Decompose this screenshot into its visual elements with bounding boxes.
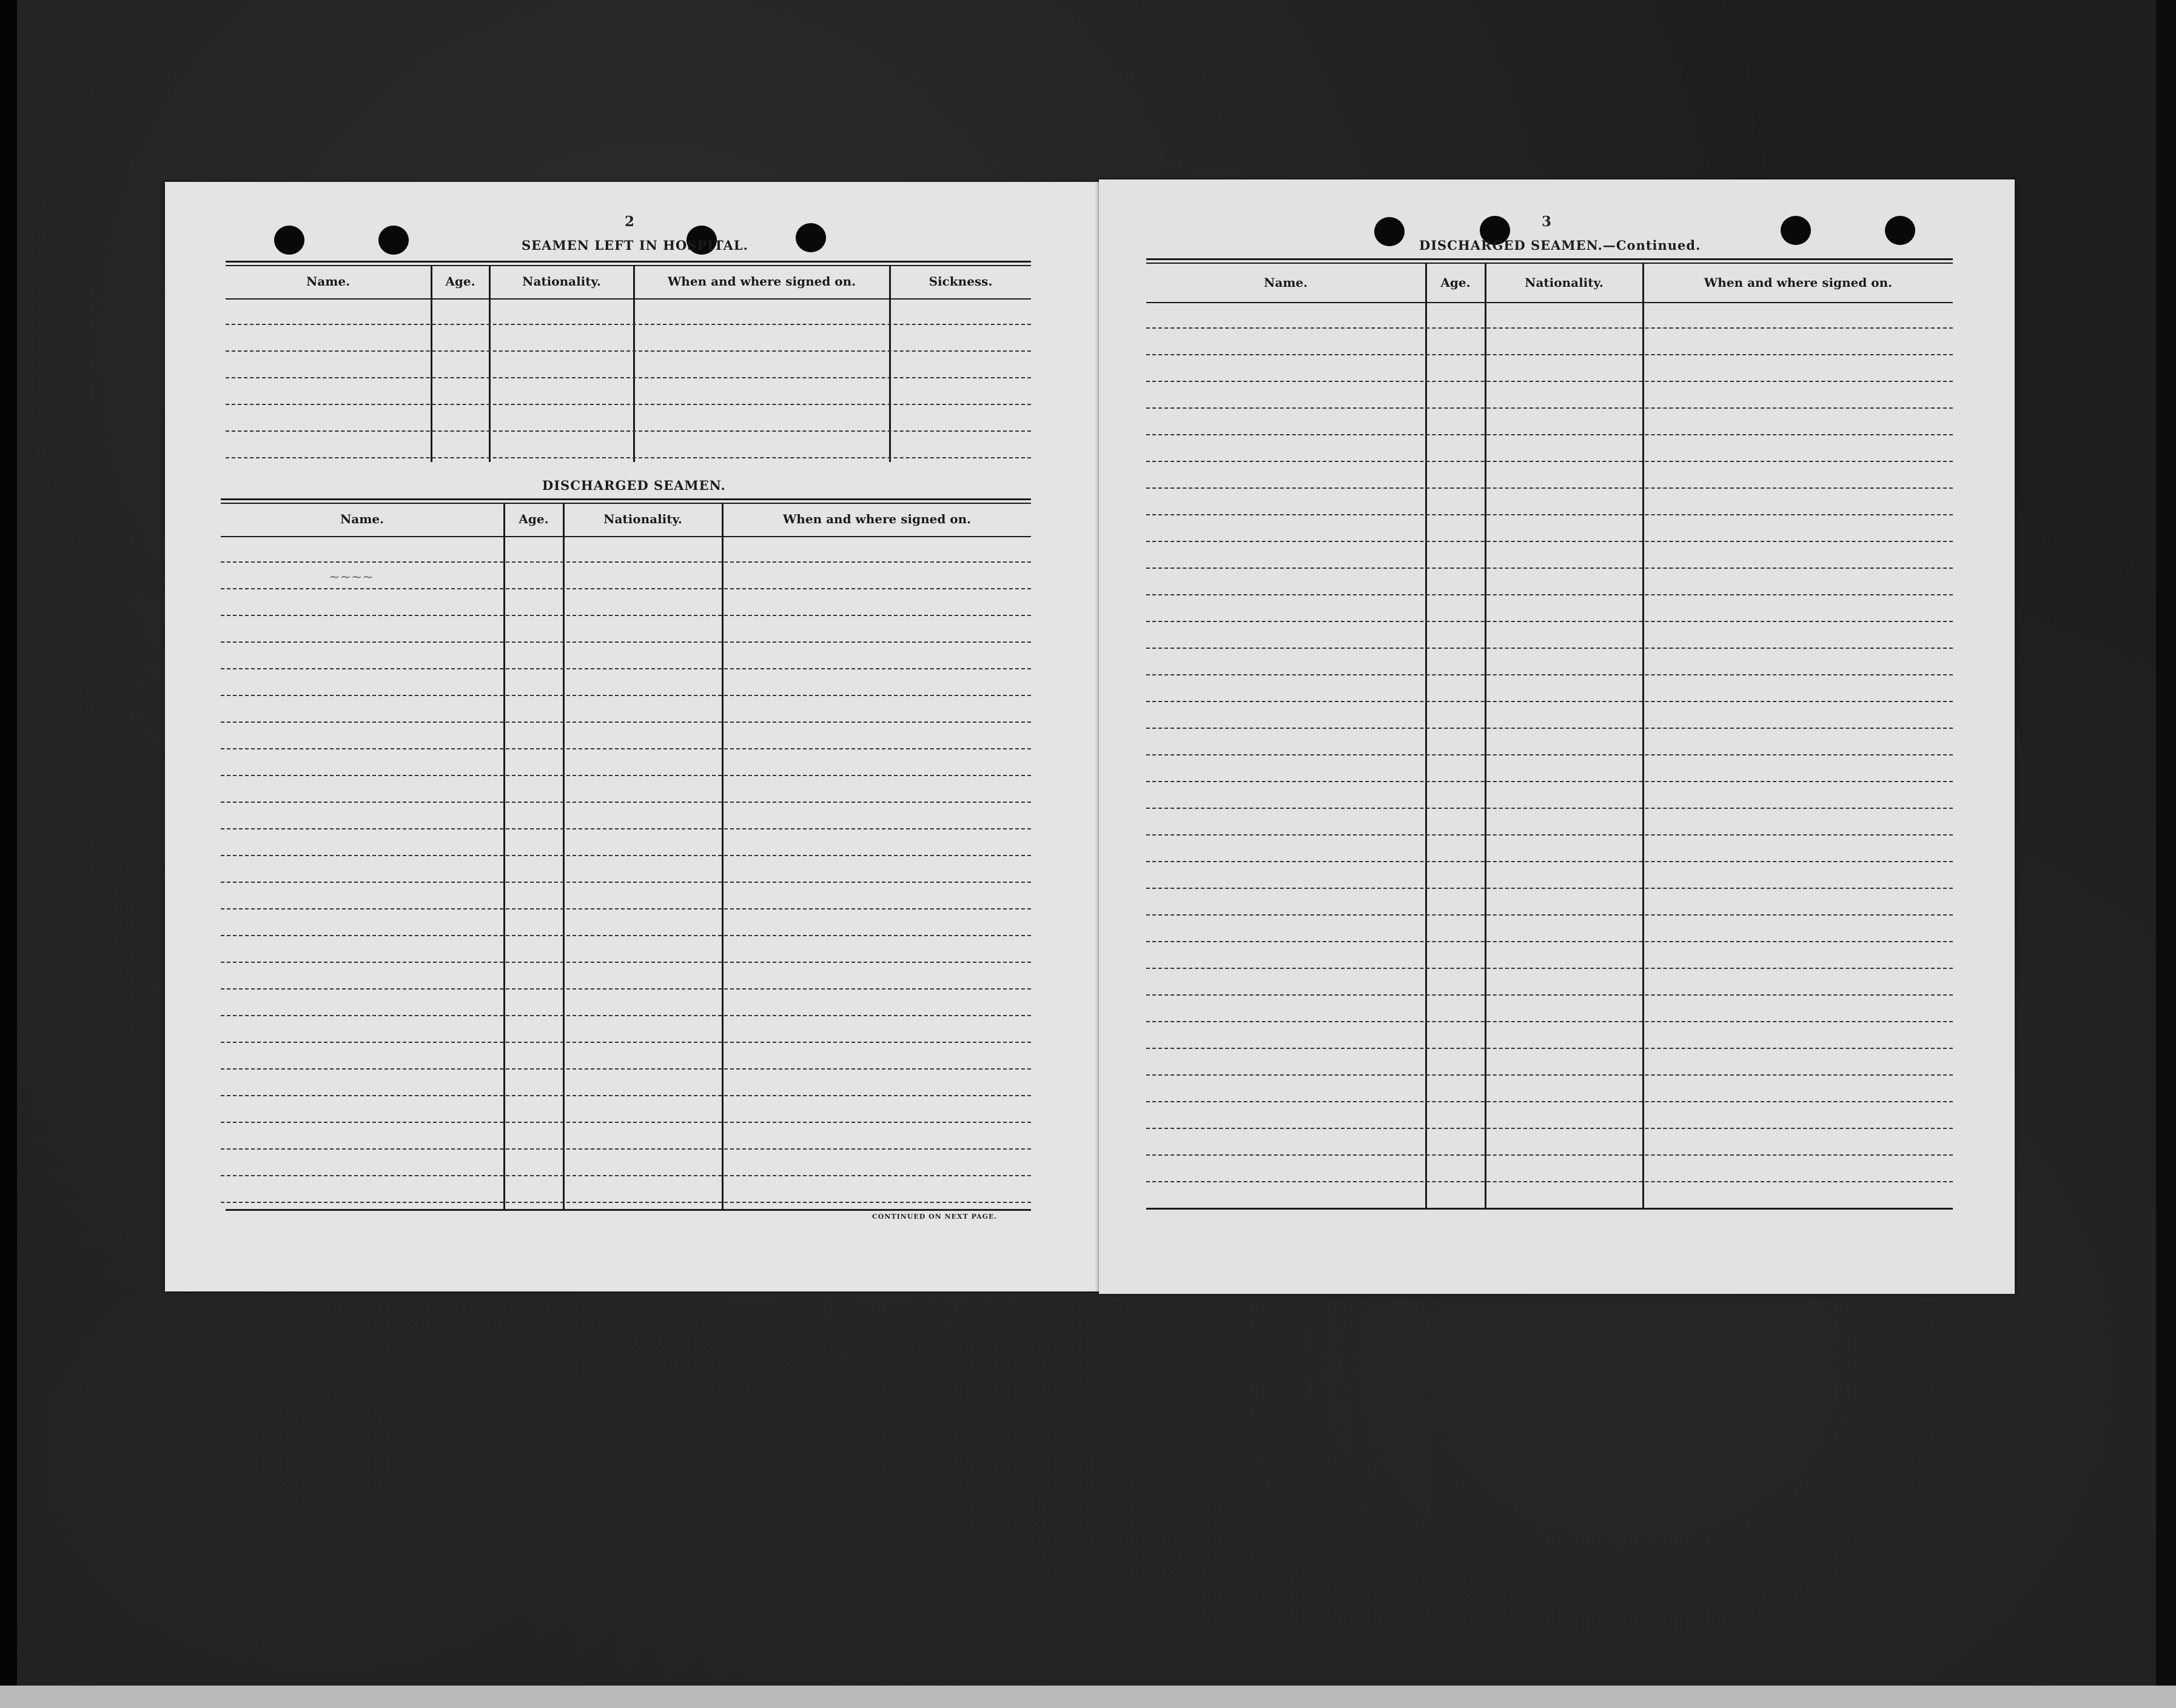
right-page [1099,179,2015,1294]
ruling-line [1146,1154,1953,1156]
ruling-line [1146,754,1953,755]
ruling-line [226,430,1031,432]
hospital-col-age: Age. [445,274,475,289]
faint-handwriting: ~~~~ [329,570,374,585]
ruling-line [221,748,1031,749]
ruling-line [226,404,1031,405]
ruling-line [221,855,1031,856]
ruling-line [221,828,1031,829]
hospital-col-name: Name. [306,274,351,289]
ruling-line [1146,1048,1953,1049]
ruling-line [221,935,1031,936]
ruling-line [226,377,1031,378]
ruling-line [221,561,1031,563]
punch-hole-icon [1374,217,1405,246]
left-page [165,182,1104,1291]
ruling-line [1146,1181,1953,1182]
ruling-line [1146,968,1953,969]
ruling-line [221,1175,1031,1176]
punch-hole-icon [796,223,826,252]
ruling-line [1146,861,1953,862]
ruling-line [221,1095,1031,1096]
ruling-line [226,350,1031,352]
ruling-line [1146,994,1953,996]
ruling-line [1146,568,1953,569]
hospital-col-signed-on: When and where signed on. [667,274,856,289]
ruling-line [1146,941,1953,942]
hospital-col-nationality: Nationality. [522,274,601,289]
ruling-line [1146,674,1953,675]
scan-edge-left [0,0,17,1708]
ruling-line [221,1148,1031,1150]
ruling-line [221,588,1031,589]
ruling-line [226,457,1031,458]
ruling-line [221,668,1031,669]
hospital-section-title: SEAMEN LEFT IN HOSPITAL. [522,238,748,253]
punch-hole-icon [274,226,304,255]
ruling-line [1146,407,1953,409]
ruling-line [1146,621,1953,622]
ruling-line [1146,1074,1953,1076]
ruling-line [226,324,1031,325]
discharged-table [221,498,1031,1211]
ruling-line [221,641,1031,643]
discharged-col-signed-on: When and where signed on. [782,512,972,526]
punch-hole-icon [378,226,409,255]
discharged-col-name: Name. [340,512,384,526]
ruling-line [1146,594,1953,595]
discharged-continued-table [1146,258,1953,1216]
continued-col-signed-on: When and where signed on. [1704,275,1893,290]
scan-edge-bottom [0,1686,2176,1708]
ruling-line [1146,808,1953,809]
discharged-col-nationality: Nationality. [603,512,682,526]
continued-col-age: Age. [1440,275,1471,290]
page-number: 2 [625,213,635,230]
ruling-line [1146,354,1953,355]
ruling-line [1146,434,1953,435]
discharged-continued-title: DISCHARGED SEAMEN.—Continued. [1419,238,1701,253]
ruling-line [221,1068,1031,1070]
ruling-line [221,1042,1031,1043]
punch-hole-icon [1885,216,1915,245]
ruling-line [221,908,1031,909]
hospital-col-sickness: Sickness. [928,274,993,289]
ruling-line [1146,381,1953,382]
scan-edge-right [2156,0,2176,1708]
discharged-section-title: DISCHARGED SEAMEN. [542,478,726,493]
ruling-line [1146,541,1953,542]
ruling-line [221,1015,1031,1016]
continued-col-name: Name. [1263,275,1308,290]
ruling-line [221,1122,1031,1123]
ruling-line [1146,461,1953,462]
ruling-line [221,882,1031,883]
ruling-line [1146,1021,1953,1022]
ruling-line [1146,327,1953,329]
ruling-line [1146,728,1953,729]
page-number: 3 [1542,213,1552,230]
ruling-line [221,775,1031,776]
ruling-line [1146,888,1953,889]
ruling-line [221,988,1031,990]
punch-hole-icon [1781,216,1811,245]
ruling-line [1146,1128,1953,1129]
ruling-line [1146,914,1953,916]
ruling-line [221,802,1031,803]
discharged-col-age: Age. [519,512,549,526]
ruling-line [1146,487,1953,489]
ruling-line [1146,701,1953,702]
ruling-line [1146,781,1953,782]
ruling-line [1146,514,1953,515]
ruling-line [1146,648,1953,649]
hospital-table [226,261,1031,467]
ruling-line [221,1202,1031,1203]
continued-footnote: CONTINUED ON NEXT PAGE. [872,1213,998,1221]
ruling-line [221,962,1031,963]
continued-col-nationality: Nationality. [1525,275,1603,290]
ruling-line [1146,834,1953,836]
ruling-line [221,722,1031,723]
ruling-line [221,695,1031,696]
ruling-line [221,615,1031,616]
ruling-line [1146,1101,1953,1102]
